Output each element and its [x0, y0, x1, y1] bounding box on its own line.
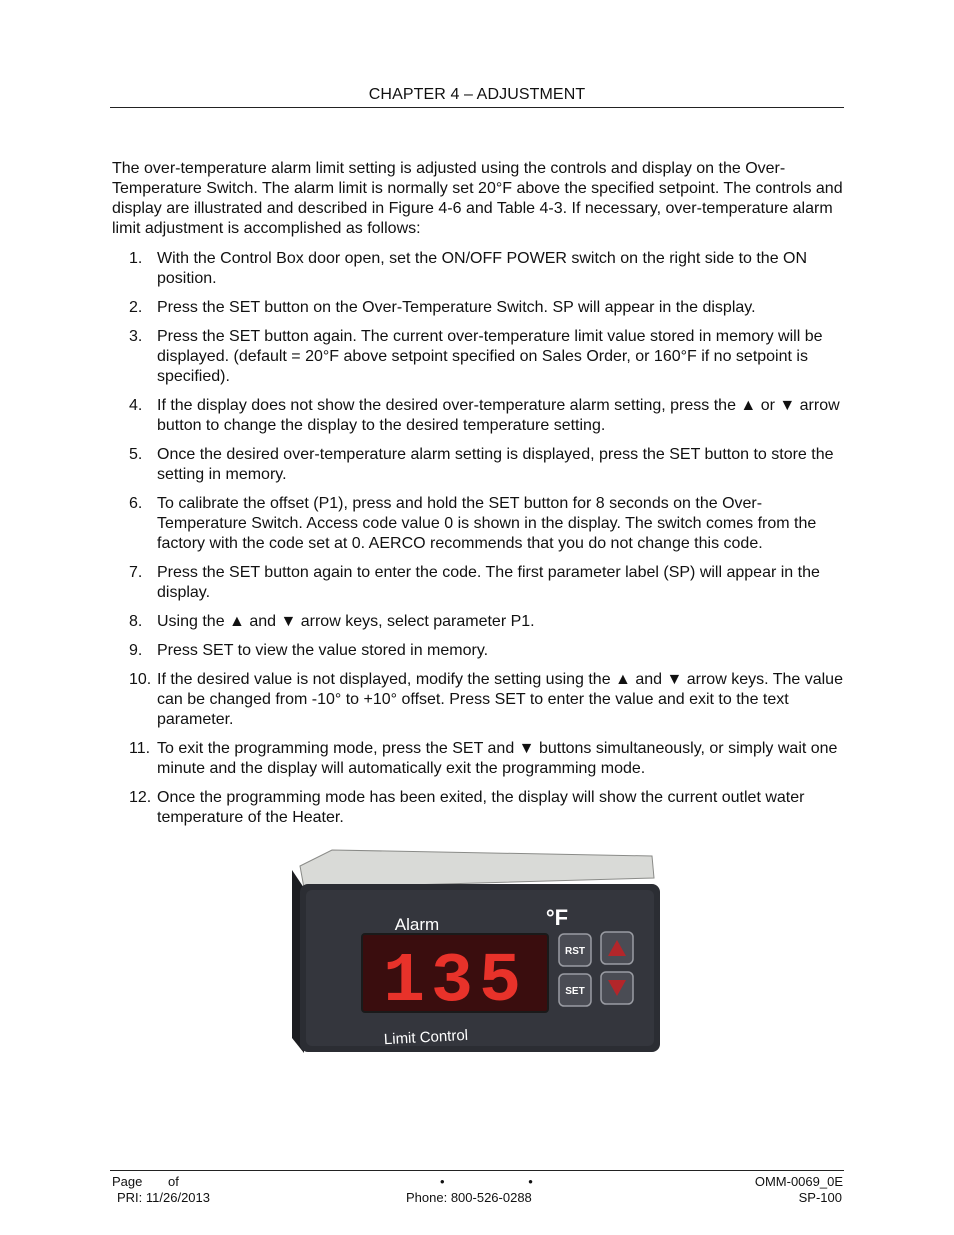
alarm-label: Alarm — [394, 915, 440, 934]
procedure-step — [112, 249, 844, 289]
footer-of-label: of — [168, 1174, 179, 1189]
procedure-step — [112, 445, 844, 485]
step-text: Using the ▲ and ▼ arrow keys, select parameter P1. — [157, 613, 535, 630]
footer-doc-number: OMM-0069_0E — [754, 1174, 843, 1189]
procedure-step — [112, 788, 844, 828]
step-text: If the display does not show the desired over-temperature alarm setting, press the ▲ or ▼ arrow button to change the display to the desired temperature setting. — [157, 397, 840, 434]
footer-rule — [110, 1170, 844, 1171]
step-number: 3. — [129, 328, 143, 345]
header-rule — [110, 107, 844, 108]
unit-label: °F — [545, 905, 569, 930]
footer-bullets — [440, 1174, 560, 1190]
step-text: With the Control Box door open, set the ON/OFF POWER switch on the right side to the ON position. — [157, 250, 808, 287]
step-text: If the desired value is not displayed, modify the setting using the ▲ and ▼ arrow keys. The value can be changed from -10° to +10° offset. Press SET to enter the value and exit to the text parameter. — [157, 671, 843, 728]
step-text: Press the SET button again to enter the code. The first parameter label (SP) will appear in the display. — [157, 564, 820, 601]
step-number: 7. — [129, 564, 143, 581]
step-text: Press the SET button again. The current over-temperature limit value stored in memory will be displayed. (default = 20°F above setpoint specified on Sales Order, or 160°F if no setpoint is specified). — [157, 328, 823, 385]
procedure-step — [112, 396, 844, 436]
step-text: To exit the programming mode, press the SET and ▼ buttons simultaneously, or simply wait one minute and the display will automatically exit the programming mode. — [157, 740, 838, 777]
step-number: 9. — [129, 642, 143, 659]
procedure-step — [112, 612, 844, 632]
step-number: 2. — [129, 299, 143, 316]
procedure-step — [112, 563, 844, 603]
footer-bullet: • — [528, 1174, 533, 1189]
display-readout: 135 — [382, 943, 528, 1022]
rst-button-label: RST — [565, 946, 585, 957]
procedure-step — [112, 298, 844, 318]
step-text: Once the programming mode has been exited, the display will show the current outlet water temperature of the Heater. — [157, 789, 805, 826]
footer-page-label: Page — [112, 1174, 143, 1189]
housing-label-strip — [300, 850, 654, 888]
step-number: 12. — [129, 789, 152, 806]
set-button-label: SET — [565, 986, 585, 997]
step-number: 4. — [129, 397, 143, 414]
intro-paragraph: The over-temperature alarm limit setting is adjusted using the controls and display on the Over-Temperature Switch. The alarm limit is normally set 20°F above the specified setpoint. The controls and display are illustrated and described in Figure 4-6 and Table 4-3. If necessary, over-temperature alarm limit adjustment is accomplished as follows: — [112, 160, 843, 237]
procedure-step — [112, 494, 844, 554]
procedure-step — [112, 327, 844, 387]
step-text: Once the desired over-temperature alarm setting is displayed, press the SET button to store the setting in memory. — [157, 446, 834, 483]
chapter-header: CHAPTER 4 – ADJUSTMENT — [368, 86, 586, 103]
step-number: 11. — [129, 740, 151, 757]
footer-bullet: • — [440, 1174, 445, 1189]
step-text: Press the SET button on the Over-Temperature Switch. SP will appear in the display. — [157, 299, 756, 316]
step-number: 10. — [129, 671, 152, 688]
step-number: 6. — [129, 495, 143, 512]
over-temperature-switch-figure — [292, 848, 662, 1055]
step-text: Press SET to view the value stored in memory. — [157, 642, 489, 659]
step-text: To calibrate the offset (P1), press and hold the SET button for 8 seconds on the Over-Temperature Switch. Access code value 0 is shown in the display. The switch comes from the factory with the code set at 0. AERCO recommends that you do not change this code. — [157, 495, 817, 552]
footer-phone: Phone: 800-526-0288 — [406, 1190, 532, 1205]
procedure-step — [112, 739, 844, 779]
limit-control-label: Limit Control — [383, 1026, 469, 1049]
procedure-step — [112, 641, 844, 661]
step-number: 1. — [129, 250, 143, 267]
step-number: 5. — [129, 446, 143, 463]
footer-model: SP-100 — [798, 1190, 842, 1205]
step-number: 8. — [129, 613, 143, 630]
procedure-step — [112, 670, 844, 730]
procedure-steps — [112, 249, 844, 837]
footer-pri-date: PRI: 11/26/2013 — [117, 1190, 210, 1205]
